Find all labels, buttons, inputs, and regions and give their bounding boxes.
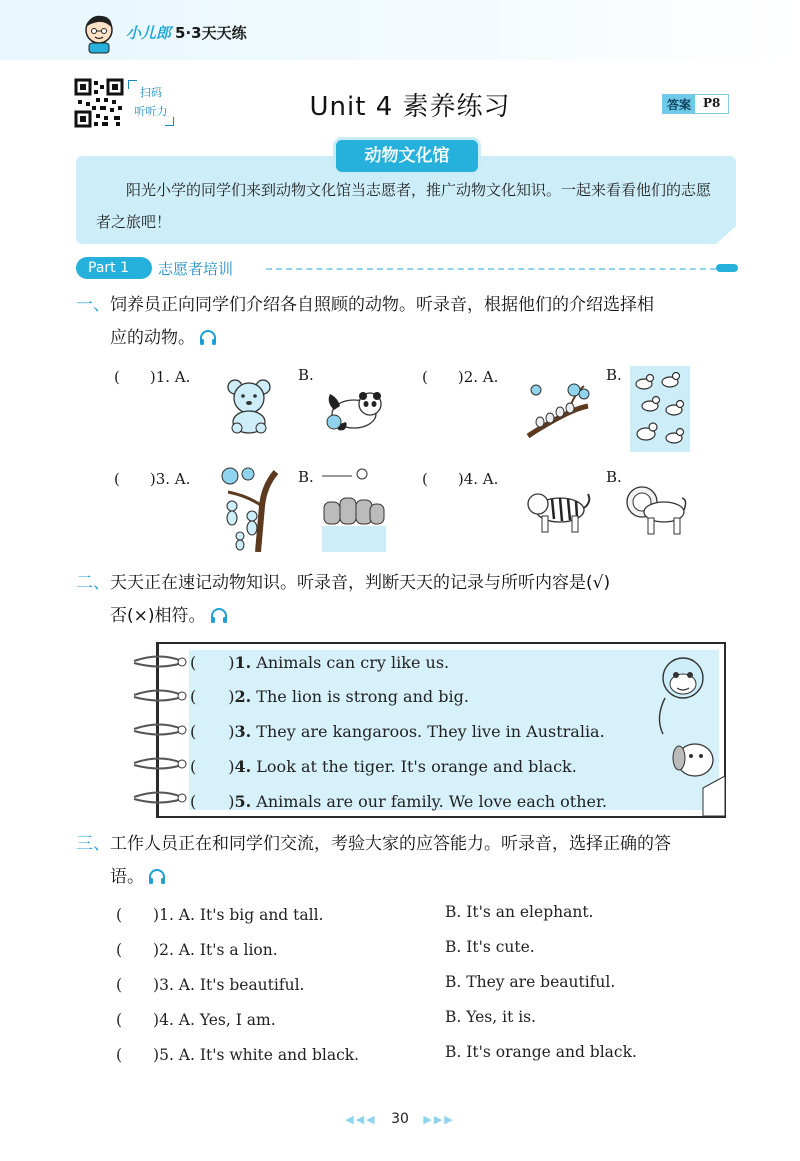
lion-icon[interactable] <box>626 484 688 536</box>
q2-item-3[interactable]: ( )3. They are kangaroos. They live in Australia. <box>190 722 605 741</box>
q3-item-1-option-a[interactable]: ( )1. A. It's big and tall. <box>116 906 324 924</box>
left-arrows-icon: ◀◀◀ <box>345 1113 377 1126</box>
page-footer <box>0 1111 800 1127</box>
part-pill: Part 1 <box>76 257 152 279</box>
spiral-ring-icon <box>132 654 188 668</box>
mascot-logo-icon <box>78 12 120 54</box>
teddy-bear-icon[interactable] <box>226 378 272 434</box>
spiral-ring-icon <box>132 688 188 702</box>
headphones-icon[interactable] <box>199 330 217 346</box>
q3-item-5-option-a[interactable]: ( )5. A. It's white and black. <box>116 1046 360 1064</box>
q2-item-2[interactable]: ( )2. The lion is strong and big. <box>190 687 469 706</box>
scan-to-listen-label: 扫码 听听力 <box>128 80 174 126</box>
spiral-ring-icon <box>132 722 188 736</box>
qr-code-icon[interactable] <box>74 78 124 128</box>
q1-item-4-label[interactable]: ( )4. A. <box>422 470 499 488</box>
q3-item-3-option-a[interactable]: ( )3. A. It's beautiful. <box>116 976 305 994</box>
q3-item-3-option-b[interactable]: B. They are beautiful. <box>445 973 616 991</box>
q3-item-4-option-a[interactable]: ( )4. A. Yes, I am. <box>116 1011 276 1029</box>
monkeys-in-tree-icon[interactable] <box>218 466 280 552</box>
page-number: 30 <box>391 1111 409 1127</box>
part-title: 志愿者培训 <box>158 260 234 278</box>
page-title: Unit 4 素养练习 <box>309 92 511 122</box>
monkey-and-dog-illustration-icon <box>649 648 725 816</box>
birds-on-branch-icon[interactable] <box>526 380 590 442</box>
tiger-icon[interactable] <box>524 484 592 534</box>
headphones-icon[interactable] <box>148 869 166 885</box>
divider-end <box>716 264 738 272</box>
q3-item-4-option-b[interactable]: B. Yes, it is. <box>445 1008 537 1026</box>
q1-item-2-b-label[interactable]: B. <box>606 366 622 384</box>
question-2-heading: 二、天天正在速记动物知识。听录音，判断天天的记录与所听内容是(√) 否(×)相符。 <box>76 573 611 626</box>
q1-item-2-label[interactable]: ( )2. A. <box>422 368 499 386</box>
intro-text: 阳光小学的同学们来到动物文化馆当志愿者，推广动物文化知识。一起来看看他们的志愿者之旅吧！ <box>76 156 736 244</box>
spiral-ring-icon <box>132 756 188 770</box>
answer-reference: 答案 P8 <box>662 94 729 114</box>
header-band <box>0 0 800 60</box>
q2-item-1[interactable]: ( )1. Animals can cry like us. <box>190 653 450 672</box>
part-header <box>76 257 738 279</box>
panda-icon[interactable] <box>324 388 386 432</box>
right-arrows-icon: ▶▶▶ <box>423 1113 455 1126</box>
q3-item-2-option-b[interactable]: B. It's cute. <box>445 938 535 956</box>
brand-name: 小儿郎 5·3天天练 <box>126 24 247 42</box>
elephants-icon[interactable] <box>322 466 386 552</box>
question-1-heading: 一、饲养员正向同学们介绍各自照顾的动物。听录音，根据他们的介绍选择相 应的动物。 <box>76 295 654 348</box>
q1-item-3-b-label[interactable]: B. <box>298 468 314 486</box>
divider <box>266 268 716 270</box>
ducks-icon[interactable] <box>630 366 690 452</box>
q1-item-1-label[interactable]: ( )1. A. <box>114 368 191 386</box>
q3-item-5-option-b[interactable]: B. It's orange and black. <box>445 1043 637 1061</box>
headphones-icon[interactable] <box>210 608 228 624</box>
q1-item-4-b-label[interactable]: B. <box>606 468 622 486</box>
q3-item-1-option-b[interactable]: B. It's an elephant. <box>445 903 594 921</box>
q3-item-2-option-a[interactable]: ( )2. A. It's a lion. <box>116 941 278 959</box>
q1-item-3-label[interactable]: ( )3. A. <box>114 470 191 488</box>
spiral-ring-icon <box>132 790 188 804</box>
section-tag: 动物文化馆 <box>336 140 478 172</box>
q2-item-4[interactable]: ( )4. Look at the tiger. It's orange and black. <box>190 757 577 776</box>
q1-item-1-b-label[interactable]: B. <box>298 366 314 384</box>
question-3-heading: 三、工作人员正在和同学们交流，考验大家的应答能力。听录音，选择正确的答 语。 <box>76 834 671 887</box>
q2-item-5[interactable]: ( )5. Animals are our family. We love each other. <box>190 792 607 811</box>
